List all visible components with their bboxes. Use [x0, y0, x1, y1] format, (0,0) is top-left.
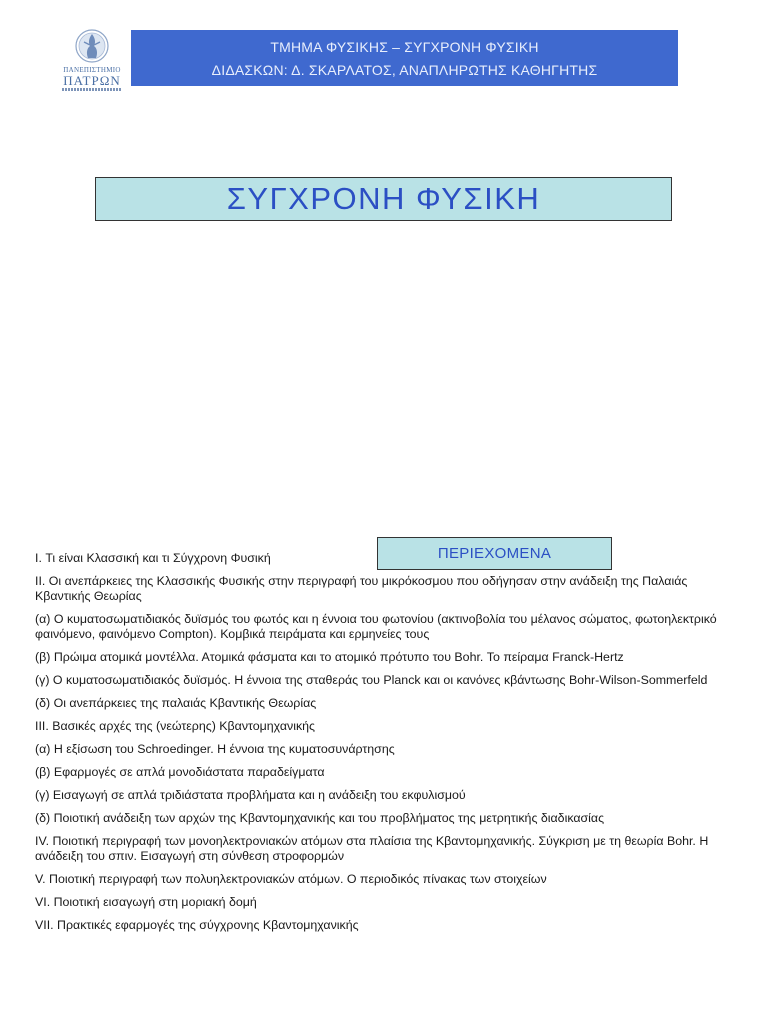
toc-item: (α) Ο κυματοσωματιδιακός δυϊσμός του φωτός και η έννοια του φωτονίου (ακτινοβολία του μέλανος σώματος, φωτοηλεκτρικό φαινόμενο, φαινόμενο Compton). Κομβικά πειράματα και ερμηνείες τους	[35, 612, 717, 641]
contents-heading: ΠΕΡΙΕΧΟΜΕΝΑ	[377, 537, 612, 570]
logo-underline	[62, 88, 122, 91]
toc-item: V. Ποιοτική περιγραφή των πολυηλεκτρονιακών ατόμων. Ο περιοδικός πίνακας των στοιχείων	[35, 872, 547, 886]
toc-item: (δ) Οι ανεπάρκειες της παλαιάς Κβαντικής Θεωρίας	[35, 696, 317, 710]
header-department: ΤΜΗΜΑ ΦΥΣΙΚΗΣ – ΣΥΓΧΡΟΝΗ ΦΥΣΙΚΗ	[270, 39, 539, 55]
toc-item: I. Τι είναι Κλασσική και τι Σύγχρονη Φυσική	[35, 551, 271, 565]
toc-item: (γ) Ο κυματοσωματιδιακός δυϊσμός. Η έννοια της σταθεράς του Planck και οι κανόνες κβάντωσης Bohr-Wilson-Sommerfeld	[35, 673, 708, 687]
toc-item: VII. Πρακτικές εφαρμογές της σύγχρονης Κβαντομηχανικής	[35, 918, 359, 932]
logo-text-university: ΠΑΝΕΠΙΣΤΗΜΙΟ	[63, 66, 121, 74]
toc-item: III. Βασικές αρχές της (νεώτερης) Κβαντομηχανικής	[35, 719, 315, 733]
toc-item: (α) Η εξίσωση του Schroedinger. Η έννοια της κυματοσυνάρτησης	[35, 742, 395, 756]
header-banner	[131, 30, 678, 86]
toc-item: (β) Εφαρμογές σε απλά μονοδιάστατα παραδείγματα	[35, 765, 325, 779]
logo-text-patras: ΠΑΤΡΩΝ	[63, 73, 121, 88]
university-logo	[58, 28, 126, 92]
toc-item: (δ) Ποιοτική ανάδειξη των αρχών της Κβαντομηχανικής και του προβλήματος της μετρητικής διαδικασίας	[35, 811, 605, 825]
toc-item: (γ) Εισαγωγή σε απλά τριδιάστατα προβλήματα και η ανάδειξη του εκφυλισμού	[35, 788, 466, 802]
toc-item: VI. Ποιοτική εισαγωγή στη μοριακή δομή	[35, 895, 257, 909]
toc-item: (β) Πρώιμα ατομικά μοντέλλα. Ατομικά φάσματα και το ατομικό πρότυπο του Bohr. Το πείραμα Franck-Hertz	[35, 650, 624, 664]
university-of-patras-logo-icon	[74, 28, 110, 66]
toc-item: IV. Ποιοτική περιγραφή των μονοηλεκτρονιακών ατόμων στα πλαίσια της Κβαντομηχανικής. Σύγκριση με τη θεωρία Bohr. Η ανάδειξη του σπιν. Εισαγωγή στη σύνθεση στροφορμών	[35, 834, 709, 863]
page-title: ΣΥΓΧΡΟΝΗ ΦΥΣΙΚΗ	[95, 177, 672, 221]
table-of-contents	[35, 551, 725, 941]
toc-item: II. Οι ανεπάρκειες της Κλασσικής Φυσικής στην περιγραφή του μικρόκοσμου που οδήγησαν στην ανάδειξη της Παλαιάς Κβαντικής Θεωρίας	[35, 574, 688, 603]
header-instructor: ΔΙΔΑΣΚΩΝ: Δ. ΣΚΑΡΛΑΤΟΣ, ΑΝΑΠΛΗΡΩΤΗΣ ΚΑΘΗΓΗΤΗΣ	[211, 62, 598, 78]
